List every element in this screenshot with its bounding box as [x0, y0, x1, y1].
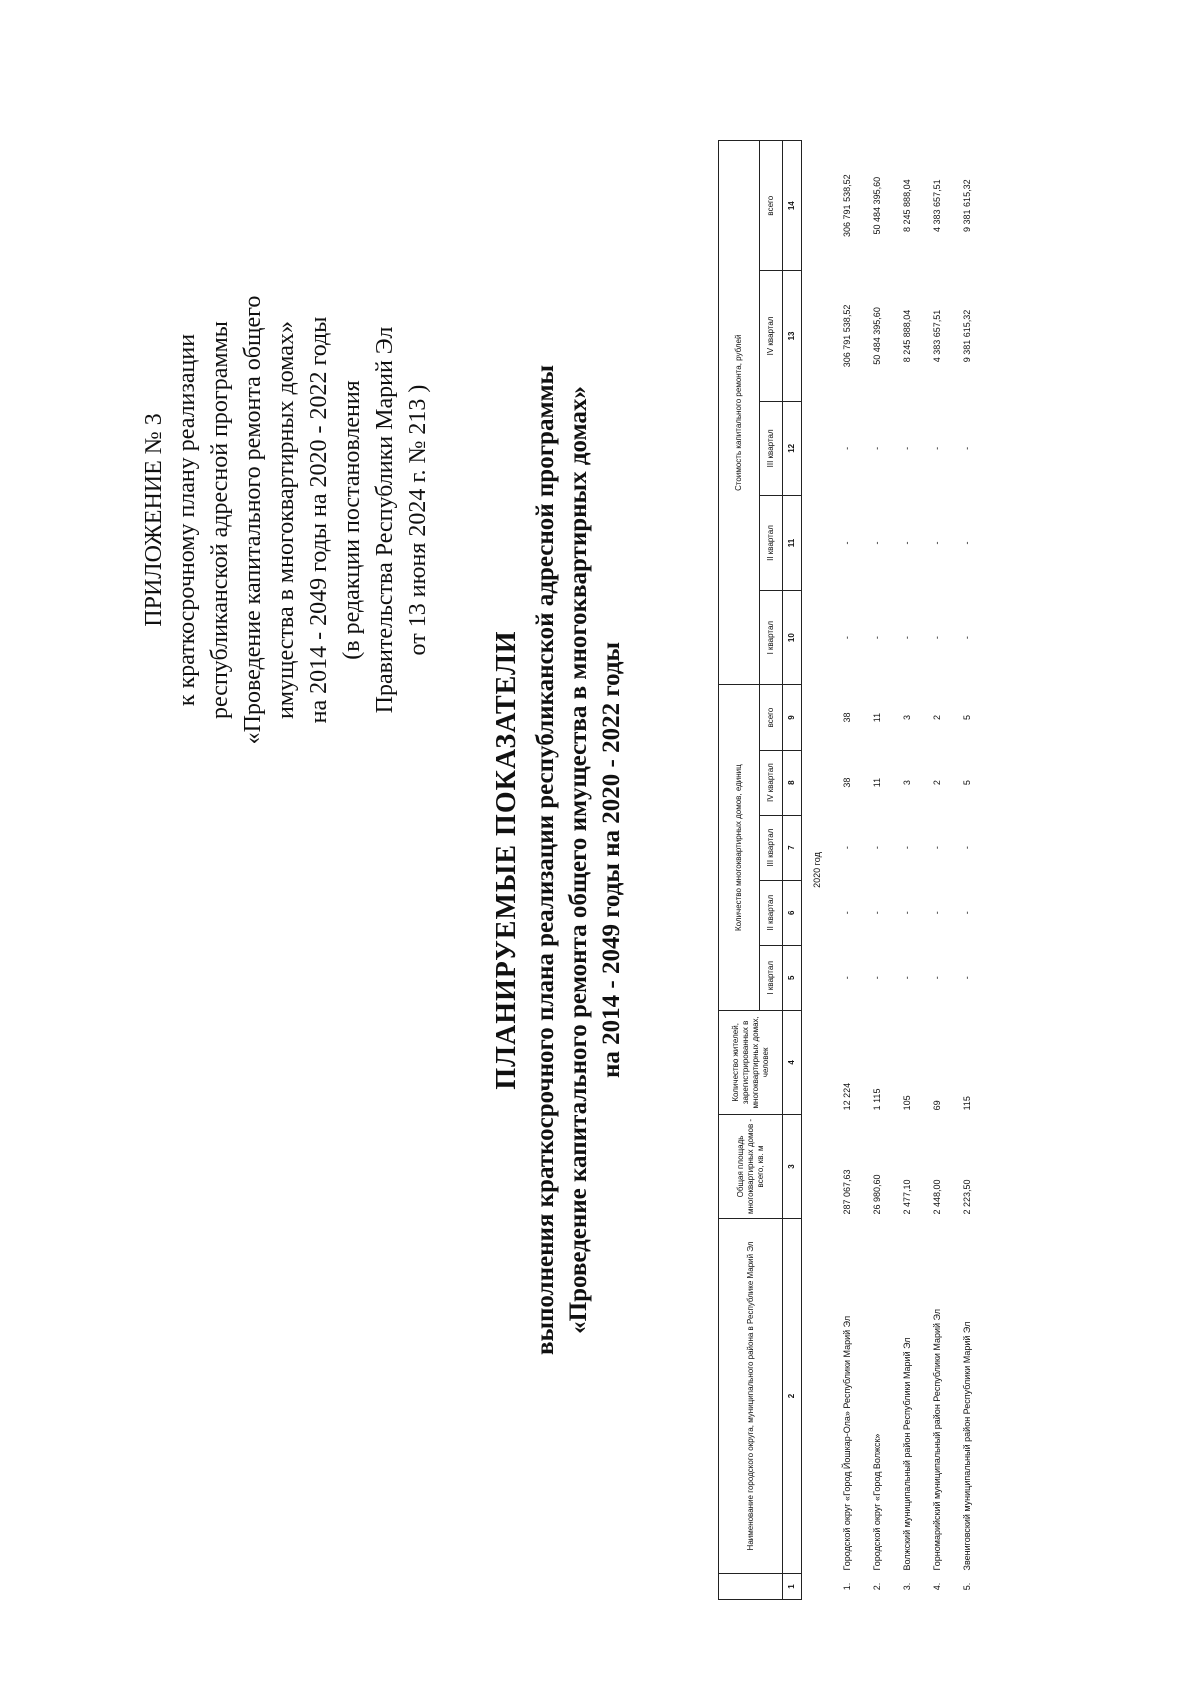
row-residents: 105 — [902, 1095, 912, 1111]
column-number: 10 — [783, 590, 802, 685]
appendix-line: Правительства Республики Марий Эл — [372, 326, 398, 714]
row-cost-q1: - — [932, 636, 942, 640]
row-cost-total: 50 484 395,60 — [872, 176, 882, 235]
row-name: Горномарийский муниципальный район Республики Марий Эл — [932, 1309, 942, 1571]
column-number: 12 — [783, 401, 802, 496]
row-houses-q1: - — [932, 976, 942, 980]
header-cost-total: всего — [760, 141, 783, 271]
column-number: 1 — [783, 1573, 802, 1599]
column-number: 4 — [783, 1010, 802, 1114]
row-houses-total: 5 — [962, 715, 972, 721]
row-cost-q4: 4 383 657,51 — [932, 309, 942, 363]
row-cost-q1: - — [962, 636, 972, 640]
header-area: Общая площадь многоквартирных домов - всего, кв. м — [719, 1114, 783, 1218]
row-houses-q4: 38 — [842, 777, 852, 788]
row-residents: 115 — [962, 1096, 972, 1111]
row-cost-q1: - — [842, 636, 852, 640]
row-residents: 12 224 — [842, 1082, 852, 1111]
row-cost-q2: - — [932, 541, 942, 545]
header-houses-q2: II квартал — [760, 880, 783, 945]
indicators-table — [718, 140, 982, 1600]
document-subtitle-line: выполнения краткосрочного плана реализации республиканской адресной программы — [532, 364, 559, 1356]
row-houses-q4: 3 — [902, 780, 912, 786]
row-houses-q3: - — [962, 846, 972, 850]
row-houses-q2: - — [842, 911, 852, 915]
row-name: Городской округ «Город Йошкар-Ола» Республики Марий Эл — [842, 1315, 852, 1571]
row-houses-q2: - — [932, 911, 942, 915]
row-houses-q2: - — [872, 911, 882, 915]
header-index — [719, 1573, 783, 1599]
row-cost-q4: 8 245 888,04 — [902, 309, 912, 363]
table-row — [952, 141, 982, 1600]
row-houses-q3: - — [932, 846, 942, 850]
row-cost-q1: - — [872, 636, 882, 640]
row-name: Звениговский муниципальный район Республики Марий Эл — [962, 1321, 972, 1571]
column-number: 9 — [783, 685, 802, 750]
column-number: 2 — [783, 1219, 802, 1574]
row-cost-q3: - — [902, 446, 912, 450]
header-residents: Количество жителей, зарегистрированных в многоквартирных домах, человек — [719, 1010, 783, 1114]
appendix-line: «Проведение капитального ремонта общего — [240, 295, 266, 745]
row-houses-q1: - — [962, 976, 972, 980]
row-area: 287 067,63 — [842, 1169, 852, 1215]
section-row — [802, 141, 833, 1600]
appendix-line: от 13 июня 2024 г. № 213 ) — [405, 384, 431, 656]
section-label: 2020 год — [812, 852, 822, 888]
column-number-row — [783, 141, 802, 1600]
table-row — [832, 141, 862, 1600]
table-row — [892, 141, 922, 1600]
table-body — [802, 141, 983, 1600]
appendix-block — [138, 180, 435, 860]
row-cost-q2: - — [962, 541, 972, 545]
header-name: Наименование городского округа, муниципального района в Республике Марий Эл — [719, 1219, 783, 1574]
row-cost-q2: - — [872, 541, 882, 545]
row-cost-q1: - — [902, 636, 912, 640]
table-row — [922, 141, 952, 1600]
document-subtitle-line: на 2014 - 2049 годы на 2020 - 2022 годы — [598, 641, 625, 1079]
header-cost-q1: I квартал — [760, 590, 783, 685]
row-name: Волжский муниципальный район Республики Марий Эл — [902, 1337, 912, 1571]
row-cost-total: 8 245 888,04 — [902, 179, 912, 232]
column-number: 5 — [783, 945, 802, 1010]
header-houses-total: всего — [760, 685, 783, 750]
row-residents: 1 115 — [872, 1088, 882, 1111]
document-subtitle-line: «Проведение капитального ремонта общего имущества в многоквартирных домах» — [565, 386, 592, 1334]
row-cost-q3: - — [932, 446, 942, 450]
appendix-line: к краткосрочному плану реализации — [174, 333, 200, 707]
header-houses-group: Количество многоквартирных домов, единиц — [719, 685, 760, 1010]
row-number: 5. — [962, 1582, 972, 1591]
row-houses-total: 11 — [872, 712, 882, 723]
header-cost-q3: III квартал — [760, 401, 783, 496]
column-number: 8 — [783, 750, 802, 815]
row-cost-q4: 9 381 615,32 — [962, 309, 972, 363]
appendix-line: ПРИЛОЖЕНИЕ № 3 — [141, 413, 167, 627]
row-houses-total: 2 — [932, 715, 942, 721]
row-houses-q3: - — [842, 846, 852, 850]
row-number: 1. — [842, 1582, 852, 1591]
row-cost-total: 9 381 615,32 — [962, 179, 972, 232]
row-houses-q3: - — [872, 846, 882, 850]
row-number: 2. — [872, 1582, 882, 1591]
row-name: Городской округ «Город Волжск» — [872, 1433, 882, 1571]
table-header — [719, 141, 802, 1600]
column-number: 3 — [783, 1114, 802, 1218]
row-residents: 69 — [932, 1100, 942, 1111]
row-cost-q3: - — [962, 446, 972, 450]
row-number: 4. — [932, 1582, 942, 1591]
row-houses-q4: 2 — [932, 780, 942, 786]
row-cost-q2: - — [902, 541, 912, 545]
row-cost-q3: - — [842, 446, 852, 450]
row-area: 2 448,00 — [932, 1179, 942, 1215]
row-cost-q4: 306 791 538,52 — [842, 304, 852, 368]
row-cost-total: 4 383 657,51 — [932, 179, 942, 232]
row-houses-q1: - — [872, 976, 882, 980]
row-houses-q1: - — [842, 976, 852, 980]
row-cost-total: 306 791 538,52 — [842, 174, 852, 237]
column-number: 7 — [783, 815, 802, 880]
appendix-line: республиканской адресной программы — [207, 321, 233, 719]
appendix-line: на 2014 - 2049 годы на 2020 - 2022 годы — [306, 316, 332, 724]
header-cost-group: Стоимость капитального ремонта, рублей — [719, 141, 760, 685]
row-houses-total: 38 — [842, 712, 852, 723]
row-houses-q4: 11 — [872, 777, 882, 788]
header-houses-q1: I квартал — [760, 945, 783, 1010]
column-number: 11 — [783, 496, 802, 591]
row-cost-q3: - — [872, 446, 882, 450]
header-houses-q3: III квартал — [760, 815, 783, 880]
row-cost-q4: 50 484 395,60 — [872, 307, 882, 365]
row-houses-total: 3 — [902, 715, 912, 721]
header-cost-q2: II квартал — [760, 496, 783, 591]
column-number: 14 — [783, 141, 802, 271]
row-number: 3. — [902, 1582, 912, 1591]
row-houses-q3: - — [902, 846, 912, 850]
table-row — [862, 141, 892, 1600]
row-cost-q2: - — [842, 541, 852, 545]
header-houses-q4: IV квартал — [760, 750, 783, 815]
row-area: 26 980,60 — [872, 1174, 882, 1215]
row-houses-q1: - — [902, 976, 912, 980]
row-houses-q4: 5 — [962, 780, 972, 786]
row-area: 2 223,50 — [962, 1179, 972, 1215]
row-houses-q2: - — [902, 911, 912, 915]
appendix-line: имущества в многоквартирных домах» — [273, 321, 299, 719]
appendix-line: (в редакции постановления — [339, 380, 365, 660]
document-title-block — [490, 160, 628, 1560]
column-number: 13 — [783, 271, 802, 401]
document-title: ПЛАНИРУЕМЫЕ ПОКАЗАТЕЛИ — [491, 630, 522, 1090]
rotated-sheet — [100, 100, 1100, 1600]
header-cost-q4: IV квартал — [760, 271, 783, 401]
column-number: 6 — [783, 880, 802, 945]
row-houses-q2: - — [962, 911, 972, 915]
row-area: 2 477,10 — [902, 1179, 912, 1215]
